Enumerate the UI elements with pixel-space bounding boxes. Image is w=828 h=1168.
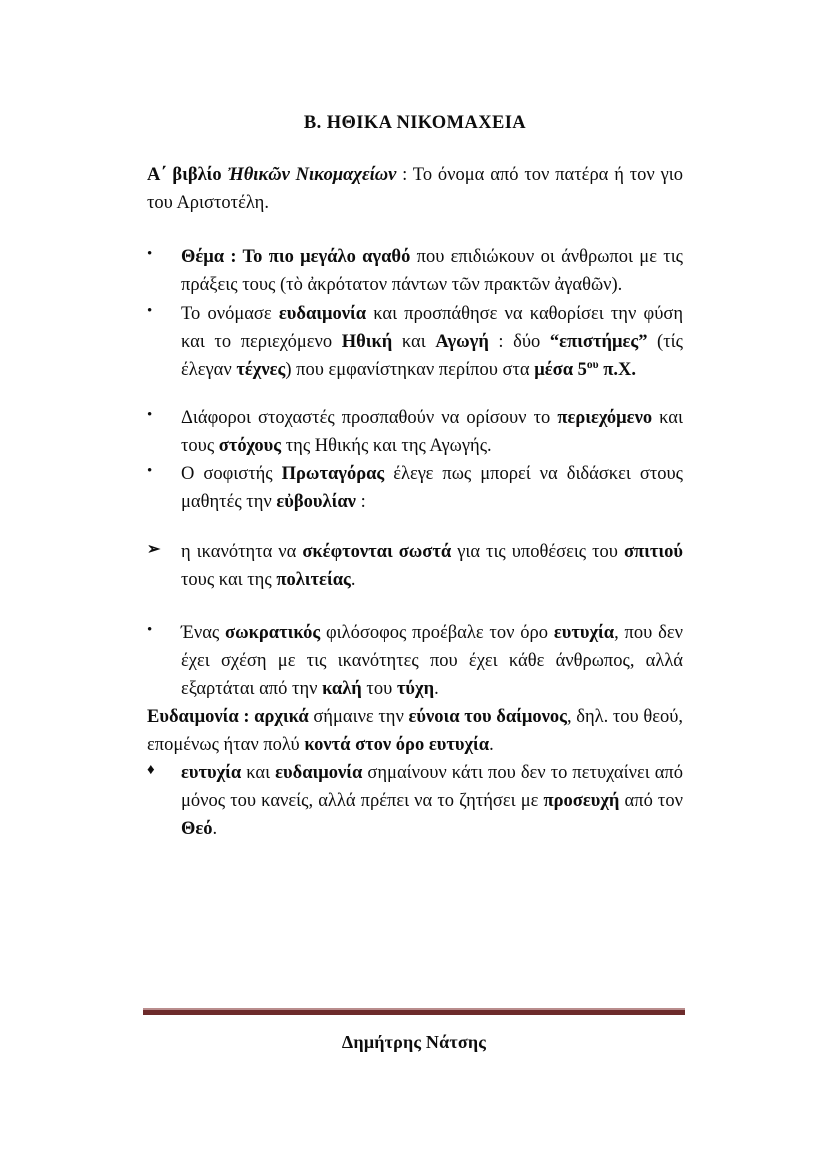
list-item [147,460,683,516]
bold-run: εὐβουλίαν [276,492,356,513]
dot-bullet-icon: • [147,463,153,480]
list-item-text [181,243,683,299]
text-run: . [212,819,218,840]
dot-bullet-icon: • [147,302,153,319]
bold-run: σπιτιού [623,542,683,563]
text-run: που επιδιώκουν οι άνθρωποι με τις πράξεις τους (τὸ ἀκρότατον πάντων τῶν πρακτῶν ἀγαθῶν). [181,247,683,296]
bold-run: κοντά στον όρο ευτυχία [304,734,490,755]
bold-run: Ευδαιμονία : αρχικά [147,706,309,727]
text-run: Ένας [181,622,226,643]
bold-run: καλή [322,678,362,699]
bold-run: ευδαιμονία [278,303,367,324]
arrow-bullet-icon: ➢ [147,541,161,559]
bold-run: πολιτείας [276,570,351,591]
list-item [147,243,683,299]
text-run: από τον [619,791,683,812]
text-run: . [350,570,356,591]
bold-run: ευτυχία [553,622,615,643]
list-item-text [181,538,683,594]
document-content [147,112,683,843]
bold-run: προσευχή [543,791,620,812]
text-run: Ο σοφιστής [181,464,282,485]
bullet-blocks [147,243,683,843]
spacer [147,384,683,404]
text-run: έλεγε πως μπορεί να διδάσκει στους μαθητές την [181,464,684,513]
list-item [147,759,683,843]
list-item-text [181,759,683,843]
spacer [147,516,683,538]
text-run: , που δεν έχει σχέση με τις ικανότητες που έχει κάθε άνθρωπος, αλλά εξαρτάται από την [181,622,683,699]
list-item [147,300,683,384]
page-footer [0,1008,828,1053]
list-item [147,703,683,759]
text-run: και [241,763,276,784]
text-run: ) που εμφανίστηκαν περίπου στα [285,359,535,380]
text-run: . [489,734,494,755]
bold-run: “επιστήμες” [549,331,648,352]
text-run: (τίς έλεγαν [181,331,683,380]
page-title: Β. ΗΘΙΚΑ ΝΙΚΟΜΑΧΕΙΑ [303,113,527,133]
bold-run [587,360,599,380]
list-item-text [181,460,683,516]
text-run: : [355,492,366,513]
intro-lead-italic: Ἠθικῶν Νικομαχείων [227,165,397,186]
text-run: της Ηθικής και της Αγωγής. [281,436,492,456]
bold-run: ευδαιμονία [275,763,363,784]
list-item-text [181,404,683,460]
spacer [147,595,683,619]
intro-lead-bold: Α΄ βιβλίο [147,165,228,186]
list-item-text [147,703,683,759]
diamond-bullet-icon: ♦ [147,762,155,779]
dot-bullet-icon: • [147,246,153,263]
text-run: . [434,678,439,699]
dot-bullet-icon: • [147,621,153,638]
list-item [147,404,683,460]
text-run: για τις υποθέσεις του [451,542,624,563]
list-item [147,538,683,594]
text-run: σημαίνουν κάτι που δεν το πετυχαίνει από μόνος του κανείς, αλλά πρέπει να το ζητήσει με [181,763,683,812]
text-run: Διάφοροι στοχαστές προσπαθούν να ορίσουν το [181,407,558,428]
intro-rest: : Το όνομα από τον πατέρα ή τον γιο του Αριστοτέλη. [147,165,684,214]
text-run: φιλόσοφος προέβαλε τον όρο [320,622,554,643]
bold-run: εύνοια του δαίμονος [408,706,567,727]
text-run: η ικανότητα να [181,542,303,563]
text-run: τους και της [181,570,277,591]
intro-paragraph [147,161,683,217]
text-run: του [361,678,397,699]
bold-run: τέχνες [236,359,286,380]
text-run: Το ονόμασε [181,303,279,324]
spacer [147,217,683,243]
footer-divider [143,1008,685,1015]
text-run: και [392,331,436,352]
bold-run: Αγωγή [435,331,489,352]
text-run: και τους [181,407,683,456]
bold-run: Θέμα : Το πιο μεγάλο αγαθό [181,247,411,268]
bold-run: Θεό [181,819,213,840]
bold-run: περιεχόμενο [557,407,653,428]
footer-author: Δημήτρης Νάτσης [341,1032,487,1052]
bold-run: Πρωταγόρας [281,464,385,485]
bold-run: μέσα 5 [534,359,587,380]
text-run: , δηλ. του θεού, επομένως ήταν πολύ [147,706,684,755]
list-item-text [181,619,683,703]
list-item-text [181,300,683,384]
text-run: : δύο [488,331,550,352]
bold-run: ευτυχία [181,763,242,784]
bold-run: σκέφτονται σωστά [302,542,452,563]
bold-run: τύχη [396,678,435,699]
bold-run: στόχους [218,436,282,456]
list-item [147,619,683,703]
text-run: σήμαινε την [308,706,409,727]
dot-bullet-icon: • [147,406,153,423]
superscript-run: ου [586,358,599,371]
bold-run: Ηθική [341,331,393,352]
text-run: και προσπάθησε να καθορίσει την φύση και το περιεχόμενο [181,303,684,352]
bold-run: σωκρατικός [225,622,321,643]
bold-run: π.Χ. [598,359,636,380]
